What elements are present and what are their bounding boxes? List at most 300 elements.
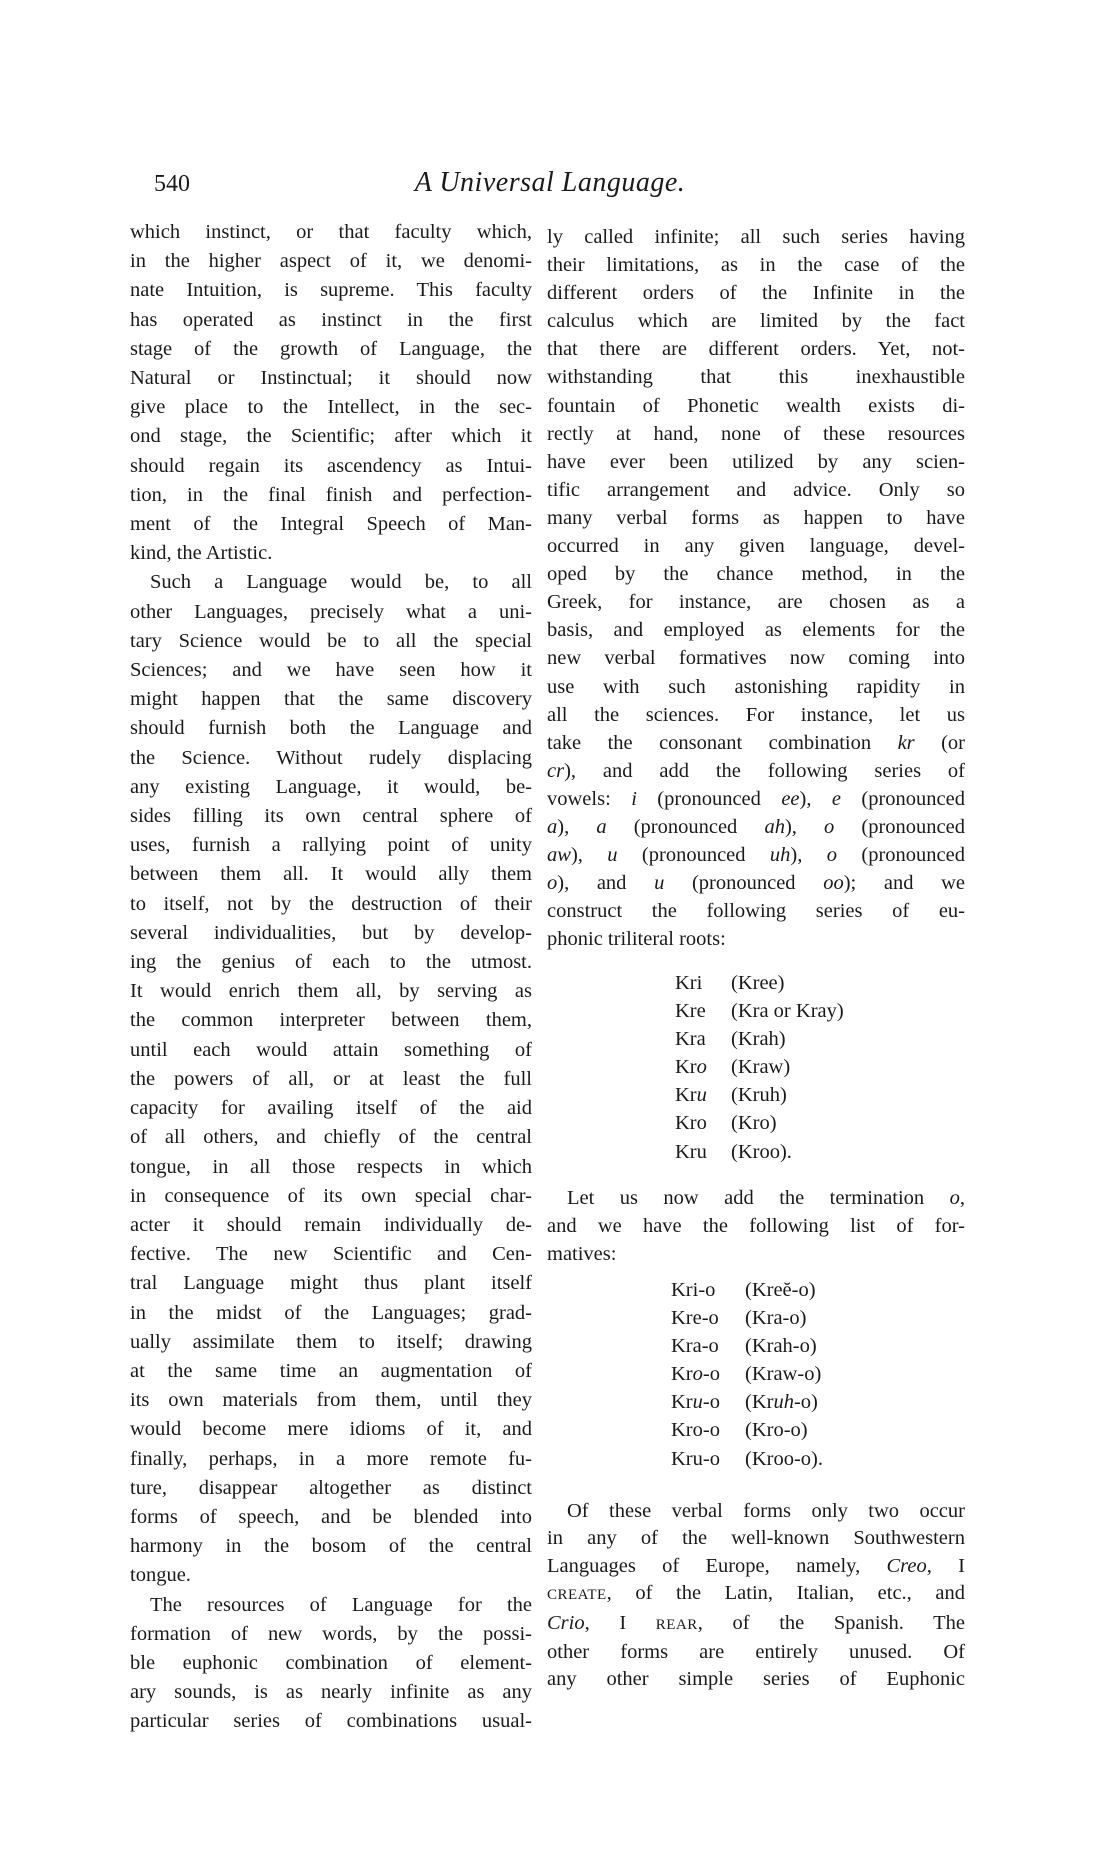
text-run: at the same time an augmentation of xyxy=(130,1359,532,1382)
italic-text: ee xyxy=(781,787,800,810)
text-run: and we have the following list of for- xyxy=(547,1215,965,1238)
text-line xyxy=(130,247,532,276)
text-run: Natural or Instinctual; it should now xyxy=(130,367,532,390)
text-line xyxy=(130,744,532,773)
italic-text: u xyxy=(654,872,665,895)
pronunciation xyxy=(731,1028,786,1050)
text-line xyxy=(130,919,532,948)
word-form xyxy=(675,1053,731,1081)
text-run: any other simple series of Euphonic xyxy=(547,1668,965,1691)
text-run: the Science. Without rudely displacing xyxy=(130,746,532,769)
word-form xyxy=(671,1276,745,1304)
text-run: ly called infinite; all such series having xyxy=(547,226,965,248)
text-line xyxy=(130,539,532,568)
word-form xyxy=(671,1332,745,1360)
list-item xyxy=(547,1053,965,1081)
text-run: finally, perhaps, in a more remote fu- xyxy=(130,1447,532,1470)
pronunciation xyxy=(745,1307,806,1329)
text-line xyxy=(547,813,965,841)
text-line xyxy=(547,701,965,729)
text-run: harmony in the bosom of the central xyxy=(130,1535,532,1558)
list-item xyxy=(547,1445,965,1473)
text-run: basis, and employed as elements for the xyxy=(547,619,965,642)
text-line xyxy=(130,773,532,802)
text-run: rectly at hand, none of these resources xyxy=(547,422,965,445)
text-run: (Kraw) xyxy=(731,1056,791,1079)
text-line xyxy=(130,452,532,481)
text-line xyxy=(130,1123,532,1152)
text-run: , of the Spanish. The xyxy=(697,1611,966,1634)
italic-text: a xyxy=(596,815,607,838)
text-line xyxy=(547,476,965,504)
word-form xyxy=(675,1138,731,1166)
pronunciation xyxy=(731,1084,787,1106)
text-run: which instinct, or that faculty which, xyxy=(130,221,532,243)
text-line xyxy=(130,948,532,977)
italic-text: o xyxy=(692,1363,703,1386)
pronunciation xyxy=(745,1448,823,1470)
text-run: should furnish both the Language and xyxy=(130,717,532,740)
text-run: other forms are entirely unused. Of xyxy=(547,1641,965,1664)
text-line xyxy=(130,335,532,364)
text-line xyxy=(547,448,965,476)
list-item xyxy=(547,1304,965,1332)
text-run: (Kroo). xyxy=(731,1140,792,1163)
text-line xyxy=(547,1666,965,1693)
text-run: Kro-o xyxy=(671,1419,720,1442)
text-run: capacity for availing itself of the aid xyxy=(130,1097,532,1120)
text-run: Greek, for instance, are chosen as a xyxy=(547,591,965,614)
text-run: any existing Language, it would, be- xyxy=(130,775,532,798)
text-line xyxy=(130,218,532,247)
text-run: acter it should remain individually de- xyxy=(130,1213,532,1236)
text-run: Kr xyxy=(675,1056,697,1079)
text-run: (pronounced xyxy=(664,872,824,895)
text-run: Kr xyxy=(671,1391,693,1414)
list-item xyxy=(547,1388,965,1416)
text-line xyxy=(130,1036,532,1065)
text-line xyxy=(547,532,965,560)
text-run: ), xyxy=(799,787,832,810)
text-run: fountain of Phonetic wealth exists di- xyxy=(547,394,965,417)
word-form xyxy=(671,1445,745,1473)
list-item xyxy=(547,1416,965,1444)
text-line xyxy=(130,481,532,510)
text-run: , I xyxy=(926,1554,965,1577)
text-run: (pronounced xyxy=(840,787,965,810)
text-run: their limitations, as in the case of the xyxy=(547,254,965,277)
text-line xyxy=(130,1269,532,1298)
text-line xyxy=(130,1591,532,1620)
text-run: tion, in the final finish and perfection- xyxy=(130,483,532,506)
text-line xyxy=(547,223,965,251)
text-run: construct the following series of eu- xyxy=(547,900,965,923)
text-line xyxy=(130,1474,532,1503)
text-run: several individualities, but by develop- xyxy=(130,921,532,944)
text-line xyxy=(130,364,532,393)
text-run: (Kro) xyxy=(731,1112,777,1135)
text-line xyxy=(130,276,532,305)
formative-list xyxy=(547,1276,965,1473)
text-run: between them all. It would ally them xyxy=(130,863,532,886)
small-caps-text: REAR xyxy=(655,1616,698,1633)
word-form xyxy=(671,1304,745,1332)
text-line xyxy=(130,1357,532,1386)
text-line xyxy=(547,1525,965,1552)
italic-text: ah xyxy=(764,815,785,838)
text-run: the powers of all, or at least the full xyxy=(130,1067,532,1090)
text-line xyxy=(547,560,965,588)
text-line xyxy=(547,307,965,335)
text-run: might happen that the same discovery xyxy=(130,688,532,711)
text-line xyxy=(547,504,965,532)
text-line xyxy=(130,627,532,656)
text-run: Kre-o xyxy=(671,1307,719,1330)
text-run: The resources of Language for the xyxy=(150,1593,532,1616)
text-line xyxy=(130,1006,532,1035)
text-line xyxy=(130,568,532,597)
text-line xyxy=(547,392,965,420)
text-run: ), and xyxy=(557,872,655,895)
italic-text: o xyxy=(547,872,558,895)
text-line xyxy=(130,1328,532,1357)
italic-text: o xyxy=(826,844,838,867)
text-run: ond stage, the Scientific; after which it xyxy=(130,425,532,448)
italic-text: uh xyxy=(773,1391,794,1414)
text-line xyxy=(130,1240,532,1269)
text-run: take the consonant combination xyxy=(547,731,898,754)
text-line xyxy=(547,335,965,363)
text-run: ), and add the following series of xyxy=(564,759,965,782)
text-line xyxy=(547,1212,965,1240)
text-run: in consequence of its own special char- xyxy=(130,1184,532,1207)
text-run: kind, the Artistic. xyxy=(130,542,273,565)
text-run: Kr xyxy=(675,1084,697,1107)
text-run: (Kraw-o) xyxy=(745,1363,822,1386)
text-run: ), xyxy=(570,844,608,867)
word-form xyxy=(675,1109,731,1137)
text-line xyxy=(130,860,532,889)
text-run: tongue. xyxy=(130,1564,191,1587)
text-run: has operated as instinct in the first xyxy=(130,308,532,331)
text-run: other Languages, precisely what a uni- xyxy=(130,600,532,623)
text-run: Kro xyxy=(675,1112,707,1135)
text-line xyxy=(547,616,965,644)
word-form xyxy=(675,997,731,1025)
list-item xyxy=(547,1025,965,1053)
text-line xyxy=(130,831,532,860)
text-run: tary Science would be to all the special xyxy=(130,629,532,652)
paragraph xyxy=(547,1498,965,1694)
paragraph xyxy=(547,223,965,953)
pronunciation xyxy=(745,1363,821,1385)
pronunciation xyxy=(745,1279,816,1301)
text-run: the common interpreter between them, xyxy=(130,1009,532,1032)
text-line xyxy=(547,925,965,953)
text-line xyxy=(130,1211,532,1240)
word-form xyxy=(671,1360,745,1388)
italic-text: o xyxy=(949,1187,960,1209)
text-run: (pronounced xyxy=(606,815,765,838)
text-line xyxy=(130,890,532,919)
text-run: vowels: xyxy=(547,787,632,810)
text-line xyxy=(547,897,965,925)
italic-text: u xyxy=(696,1084,707,1107)
text-line xyxy=(547,1184,965,1212)
text-run: phonic triliteral roots: xyxy=(547,928,726,951)
text-run: (Kro-o) xyxy=(745,1419,808,1442)
italic-text: e xyxy=(831,787,841,810)
italic-text: u xyxy=(692,1391,703,1414)
text-run: , xyxy=(959,1187,965,1209)
text-line xyxy=(547,251,965,279)
text-run: Such a Language would be, to all xyxy=(150,571,532,594)
text-run: nate Intuition, is supreme. This faculty xyxy=(130,279,532,302)
text-run: -o xyxy=(702,1391,720,1414)
text-run: to itself, not by the destruction of their xyxy=(130,892,532,915)
text-run: fective. The new Scientific and Cen- xyxy=(130,1243,532,1266)
paragraph xyxy=(130,568,532,1590)
text-run: Kre xyxy=(675,1000,706,1023)
word-form xyxy=(671,1388,745,1416)
text-run: Kra-o xyxy=(671,1335,719,1358)
text-line xyxy=(130,1649,532,1678)
text-line xyxy=(547,1639,965,1666)
list-item xyxy=(547,1332,965,1360)
text-line xyxy=(130,1561,532,1590)
text-run: Kr xyxy=(671,1363,693,1386)
paragraph xyxy=(547,1184,965,1268)
text-line xyxy=(547,1240,965,1268)
word-form xyxy=(675,1081,731,1109)
text-run: (pronounced xyxy=(617,844,770,867)
text-line xyxy=(547,757,965,785)
word-form xyxy=(671,1416,745,1444)
paragraph xyxy=(547,1498,965,1694)
list-item xyxy=(547,969,965,997)
text-run: ble euphonic combination of element- xyxy=(130,1651,532,1674)
pronunciation xyxy=(731,1141,792,1163)
text-line xyxy=(130,306,532,335)
text-line xyxy=(547,673,965,701)
text-run: in any of the well-known Southwestern xyxy=(547,1527,965,1550)
italic-text: kr xyxy=(897,731,915,754)
text-line xyxy=(547,420,965,448)
text-line xyxy=(130,1532,532,1561)
italic-text: cr xyxy=(547,759,565,782)
italic-text: a xyxy=(547,815,558,838)
text-run: (pronounced xyxy=(636,787,782,810)
text-run: ), xyxy=(790,844,827,867)
text-run: ary sounds, is as nearly infinite as any xyxy=(130,1681,532,1704)
text-line xyxy=(130,510,532,539)
italic-text: aw xyxy=(547,844,571,867)
text-run: (pronounced xyxy=(837,844,966,867)
text-run: oped by the chance method, in the xyxy=(547,563,965,586)
text-line xyxy=(547,588,965,616)
text-line xyxy=(130,1445,532,1474)
list-item xyxy=(547,1276,965,1304)
text-run: matives: xyxy=(547,1243,617,1266)
text-run: give place to the Intellect, in the sec- xyxy=(130,396,532,419)
text-run: (Krah) xyxy=(731,1028,786,1051)
text-run: (Kroo-o). xyxy=(745,1447,823,1470)
text-line xyxy=(130,714,532,743)
text-run: (Kra-o) xyxy=(745,1307,807,1330)
text-run: new verbal formatives now coming into xyxy=(547,647,965,670)
text-line xyxy=(130,1415,532,1444)
text-line xyxy=(547,1580,965,1609)
text-line xyxy=(130,598,532,627)
italic-text: Crio xyxy=(547,1611,585,1634)
paragraph xyxy=(130,218,532,568)
text-run: Let us now add the termination xyxy=(567,1187,950,1209)
text-line xyxy=(547,644,965,672)
text-run: (Kreĕ-o) xyxy=(745,1279,816,1301)
text-run: (or xyxy=(914,731,966,754)
text-line xyxy=(130,1386,532,1415)
text-run: sides filling its own central sphere of xyxy=(130,805,532,828)
pronunciation xyxy=(731,1112,777,1134)
text-run: ); and we xyxy=(843,872,965,895)
text-line xyxy=(130,1299,532,1328)
text-run: It would enrich them all, by serving as xyxy=(130,980,532,1003)
text-line xyxy=(130,1707,532,1736)
text-line xyxy=(130,1153,532,1182)
paragraph xyxy=(130,1591,532,1737)
text-line xyxy=(130,1678,532,1707)
text-run: use with such astonishing rapidity in xyxy=(547,675,965,698)
text-run: -o) xyxy=(793,1391,818,1414)
text-run: all the sciences. For instance, let us xyxy=(547,703,965,726)
text-line xyxy=(547,1553,965,1580)
text-run: (Kree) xyxy=(731,972,785,994)
text-run: Of these verbal forms only two occur xyxy=(567,1500,965,1522)
text-line xyxy=(547,785,965,813)
page-number: 540 xyxy=(154,171,190,197)
pronunciation xyxy=(745,1419,808,1441)
text-line xyxy=(130,422,532,451)
text-line xyxy=(130,802,532,831)
italic-text: Creo xyxy=(886,1554,927,1577)
word-form xyxy=(675,969,731,997)
text-run: uses, furnish a rallying point of unity xyxy=(130,834,532,857)
text-line xyxy=(547,363,965,391)
text-run: in the midst of the Languages; grad- xyxy=(130,1301,532,1324)
text-run: Kra xyxy=(675,1028,706,1051)
text-run: calculus which are limited by the fact xyxy=(547,310,965,333)
italic-text: oo xyxy=(823,872,844,895)
text-line xyxy=(130,1503,532,1532)
text-run: (pronounced xyxy=(834,815,965,838)
text-run: formation of new words, by the possi- xyxy=(130,1622,532,1645)
list-item xyxy=(547,1081,965,1109)
text-run: , I xyxy=(584,1611,656,1634)
list-item xyxy=(547,997,965,1025)
text-run: (Kruh) xyxy=(731,1084,787,1107)
text-run: its own materials from them, until they xyxy=(130,1389,532,1412)
text-run: Kru xyxy=(675,1140,707,1163)
text-line xyxy=(130,393,532,422)
text-run: ing the genius of each to the utmost. xyxy=(130,951,532,974)
paragraph xyxy=(547,1184,965,1268)
text-run: ment of the Integral Speech of Man- xyxy=(130,513,532,536)
pronunciation xyxy=(731,1000,844,1022)
text-run: Kri xyxy=(675,972,703,994)
text-run: different orders of the Infinite in the xyxy=(547,282,965,305)
pronunciation xyxy=(731,1056,790,1078)
pronunciation xyxy=(745,1391,818,1413)
text-run: Languages of Europe, namely, xyxy=(547,1554,887,1577)
text-line xyxy=(547,1610,965,1639)
text-run: ), xyxy=(557,815,597,838)
text-run: -o xyxy=(702,1363,720,1386)
text-line xyxy=(130,1065,532,1094)
text-line xyxy=(130,977,532,1006)
text-run: stage of the growth of Language, the xyxy=(130,337,532,360)
running-title: A Universal Language. xyxy=(414,167,686,198)
text-run: should regain its ascendency as Intui- xyxy=(130,454,532,477)
italic-text: u xyxy=(607,844,618,867)
pronunciation xyxy=(745,1335,817,1357)
text-run: ), xyxy=(784,815,825,838)
text-run: occurred in any given language, devel- xyxy=(547,535,965,558)
text-line xyxy=(130,1182,532,1211)
list-item xyxy=(547,1360,965,1388)
paragraph xyxy=(547,223,965,953)
text-run: ually assimilate them to itself; drawing xyxy=(130,1330,532,1353)
text-run: Sciences; and we have seen how it xyxy=(130,659,532,682)
text-run: particular series of combinations usual- xyxy=(130,1710,532,1733)
text-line xyxy=(130,1620,532,1649)
list-item xyxy=(547,1138,965,1166)
text-run: of all others, and chiefly of the central xyxy=(130,1126,532,1149)
text-run: , of the Latin, Italian, etc., and xyxy=(606,1582,965,1605)
root-list xyxy=(547,969,965,1166)
text-line xyxy=(547,729,965,757)
text-run: until each would attain something of xyxy=(130,1038,532,1061)
list-item xyxy=(547,1109,965,1137)
italic-text: i xyxy=(631,787,637,810)
word-form xyxy=(675,1025,731,1053)
text-line xyxy=(130,1094,532,1123)
text-run: Kru-o xyxy=(671,1447,720,1470)
text-line xyxy=(547,279,965,307)
italic-text: o xyxy=(824,815,835,838)
text-line xyxy=(130,685,532,714)
text-run: many verbal forms as happen to have xyxy=(547,506,965,529)
text-run: tongue, in all those respects in which xyxy=(130,1155,532,1178)
text-line xyxy=(547,841,965,869)
text-run: (Krah-o) xyxy=(745,1335,817,1358)
text-line xyxy=(130,656,532,685)
text-run: forms of speech, and be blended into xyxy=(130,1505,532,1528)
text-run: ture, disappear altogether as distinct xyxy=(130,1476,532,1499)
text-run: (Kra or Kray) xyxy=(731,1000,844,1023)
text-run: would become mere idioms of it, and xyxy=(130,1418,532,1441)
italic-text: o xyxy=(696,1056,707,1079)
text-line xyxy=(547,1498,965,1525)
text-run: tific arrangement and advice. Only so xyxy=(547,478,965,501)
left-column xyxy=(130,218,532,1737)
text-run: tral Language might thus plant itself xyxy=(130,1272,532,1295)
text-run: in the higher aspect of it, we denomi- xyxy=(130,250,532,273)
italic-text: uh xyxy=(769,844,791,867)
small-caps-text: CREATE xyxy=(547,1587,607,1604)
text-run: (Kr xyxy=(745,1391,774,1414)
text-run: withstanding that this inexhaustible xyxy=(547,366,965,389)
text-line xyxy=(547,869,965,897)
